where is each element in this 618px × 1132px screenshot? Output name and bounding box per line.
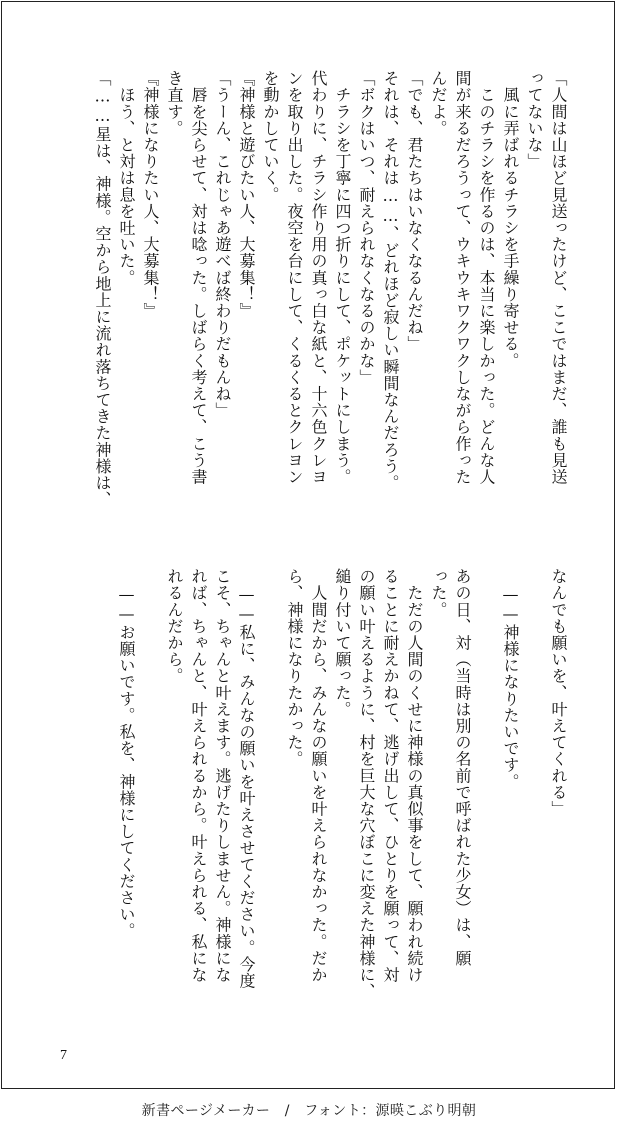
text-line: 「でも、君たちはいなくなるんだね」 [405, 70, 424, 353]
text-line: 「ボクはいつ、耐えられなくなるのかな」 [357, 70, 376, 386]
text-line: 「……星は、神様。空から地上に流れ落ちてきた神様は、 [93, 70, 112, 508]
text-block-upper [90, 70, 570, 532]
text-line: あの日、対（当時は別の名前で呼ばれた少女）は、願 [453, 568, 472, 967]
text-line: れるんだから。 [165, 568, 184, 685]
text-line: こそ、ちゃんと叶えます。逃げたりしません。神様にな [213, 568, 232, 983]
book-page [1, 1, 615, 1089]
text-line: チラシを丁寧に四つ折りにして、ポケットにしまう。 [333, 70, 352, 485]
text-line: ってないな」 [525, 70, 544, 170]
text-block-lower [114, 568, 570, 1030]
text-line: 『神様になりたい人、大募集！』 [141, 70, 160, 319]
text-line: ら、神様になりたかった。 [285, 568, 304, 768]
text-line: このチラシを作るのは、本当に楽しかった。どんな人 [477, 70, 496, 485]
text-line: ——神様になりたいです。 [501, 568, 520, 790]
text-line: 代わりに、チラシ作り用の真っ白な紙と、十六色クレヨ [309, 70, 328, 485]
text-line [522, 568, 546, 1030]
text-line: の願い叶えるように、村を巨大な穴ぼこに変えた神様に、 [357, 568, 376, 1000]
text-line [258, 568, 282, 1030]
text-line: 縋り付いて願った。 [333, 568, 352, 718]
text-line: ——私に、みんなの願いを叶えさせてください。今度 [237, 568, 256, 989]
text-line: なんでも願いを、叶えてくれる」 [549, 568, 568, 817]
text-line: ンを取り出した。夜空を台にして、くるくるとクレヨン [285, 70, 304, 485]
text-line [474, 568, 498, 1030]
text-line: れば、ちゃんと、叶えられるから。叶えられる、私にな [189, 568, 208, 983]
text-line: 『神様と遊びたい人、大募集！』 [237, 70, 256, 319]
text-line: 「うーん、これじゃあ遊べば終わりだもんね」 [213, 70, 232, 419]
text-line: ほう、と対は息を吐いた。 [117, 70, 136, 286]
text-line: ることに耐えかねて、逃げ出して、ひとりを願って、対 [381, 568, 400, 983]
text-line: ただの人間のくせに神様の真似事をして、願われ続け [405, 568, 424, 983]
text-line: 間が来るだろうって、ウキウキワクワクしながら作った [453, 70, 472, 485]
text-line: った。 [429, 568, 448, 618]
page-number: 7 [60, 1048, 67, 1063]
text-line: それは、それは……、どれほど寂しい瞬間なんだろう。 [381, 70, 400, 491]
text-line: 「人間は山ほど見送ったけど、ここではまだ、誰も見送 [549, 70, 568, 485]
text-line: を動かしていく。 [261, 70, 280, 203]
text-line: 人間だから、みんなの願いを叶えられなかった。だか [309, 568, 328, 983]
text-line: き直す。 [165, 70, 184, 137]
text-line: んだよ。 [429, 70, 448, 137]
text-line: 風に弄ばれるチラシを手繰り寄せる。 [501, 70, 520, 369]
text-line: ——お願いです。私を、神様にしてください。 [117, 568, 136, 940]
footer-credit: 新書ページメーカー / フォント：源暎こぶり明朝 [141, 1103, 477, 1119]
text-line: 唇を尖らせて、対は唸った。しばらく考えて、こう書 [189, 70, 208, 485]
text-line [138, 568, 162, 1030]
